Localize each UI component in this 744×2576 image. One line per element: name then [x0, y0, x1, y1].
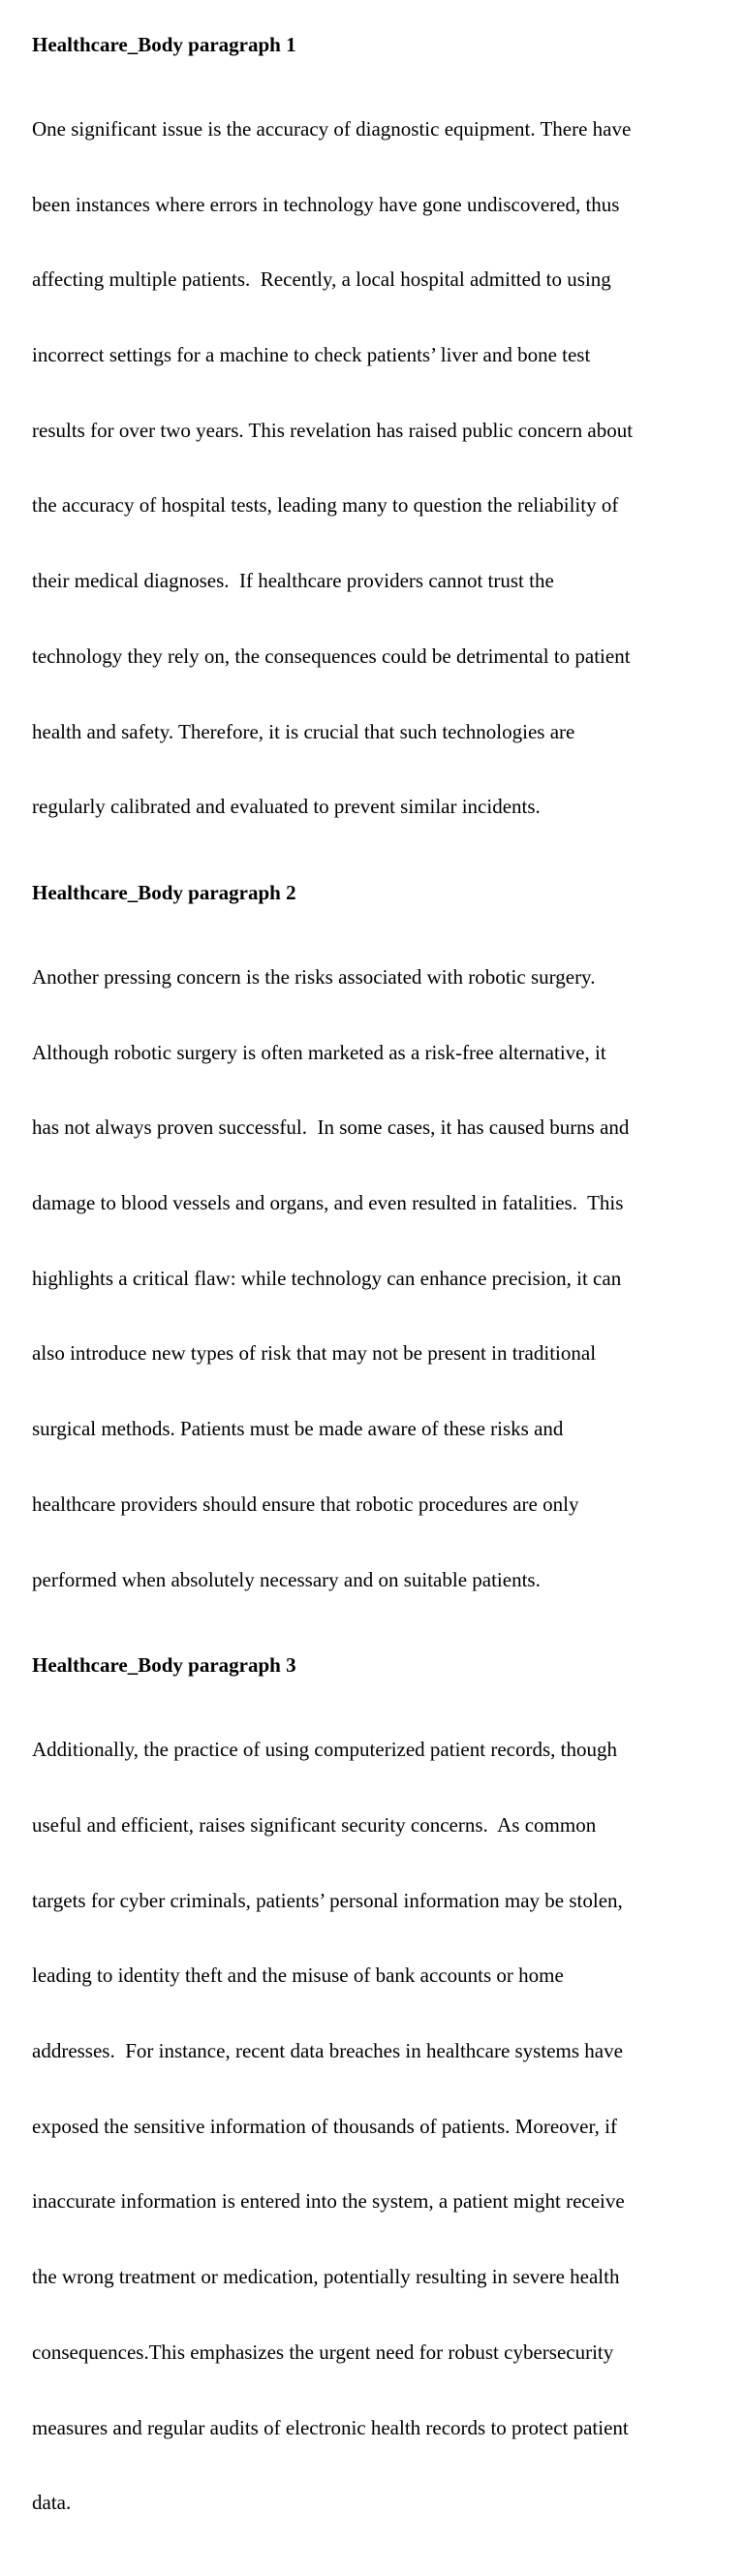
- text-line: Although robotic surgery is often marketed as a risk-free alternative, it: [32, 1040, 606, 1064]
- text-line: data.: [32, 2491, 72, 2515]
- body-paragraph-section-3: [32, 1652, 715, 2566]
- document-page: [32, 32, 715, 2576]
- text-line: Additionally, the practice of using computerized patient records, though: [32, 1738, 617, 1762]
- text-line: also introduce new types of risk that may not be present in traditional: [32, 1341, 597, 1366]
- text-line: the accuracy of hospital tests, leading many to question the reliability of: [32, 493, 619, 518]
- text-line: highlights a critical flaw: while technology can enhance precision, it can: [32, 1266, 622, 1290]
- section-heading: Healthcare_Body paragraph 2: [32, 881, 296, 904]
- text-line: has not always proven successful. In some cases, it has caused burns and: [32, 1115, 630, 1140]
- text-line: useful and efficient, raises significant security concerns. As common: [32, 1812, 597, 1837]
- section-body-text: [32, 1687, 715, 2566]
- text-line: affecting multiple patients. Recently, a local hospital admitted to using: [32, 267, 611, 292]
- text-line: leading to identity theft and the misuse of bank accounts or home: [32, 1963, 564, 1988]
- text-line: performed when absolutely necessary and on suitable patients.: [32, 1567, 541, 1591]
- text-line: their medical diagnoses. If healthcare providers cannot trust the: [32, 569, 554, 593]
- body-paragraph-section-2: [32, 880, 715, 1643]
- text-line: One significant issue is the accuracy of diagnostic equipment. There have: [32, 116, 632, 141]
- text-line: incorrect settings for a machine to check patients’ liver and bone test: [32, 342, 591, 366]
- text-line: exposed the sensitive information of thousands of patients. Moreover, if: [32, 2114, 617, 2138]
- section-body-text: [32, 915, 715, 1643]
- section-heading: Healthcare_Body paragraph 3: [32, 1653, 296, 1678]
- text-line: damage to blood vessels and organs, and even resulted in fatalities. This: [32, 1190, 624, 1214]
- body-paragraph-section-1: [32, 32, 715, 870]
- text-line: targets for cyber criminals, patients’ personal information may be stolen,: [32, 1888, 623, 1912]
- text-line: Another pressing concern is the risks associated with robotic surgery.: [32, 964, 596, 989]
- text-line: been instances where errors in technology have gone undiscovered, thus: [32, 192, 620, 216]
- text-line: healthcare providers should ensure that robotic procedures are only: [32, 1492, 579, 1516]
- text-line: addresses. For instance, recent data breaches in healthcare systems have: [32, 2038, 623, 2062]
- section-body-text: [32, 67, 715, 870]
- text-line: consequences.This emphasizes the urgent need for robust cybersecurity: [32, 2340, 614, 2364]
- text-line: technology they rely on, the consequences could be detrimental to patient: [32, 644, 631, 668]
- text-line: measures and regular audits of electronic health records to protect patient: [32, 2415, 629, 2439]
- text-line: regularly calibrated and evaluated to prevent similar incidents.: [32, 795, 541, 819]
- text-line: inaccurate information is entered into the system, a patient might receive: [32, 2189, 625, 2214]
- text-line: health and safety. Therefore, it is crucial that such technologies are: [32, 719, 575, 743]
- section-heading: Healthcare_Body paragraph 1: [32, 33, 296, 56]
- text-line: the wrong treatment or medication, potentially resulting in severe health: [32, 2265, 620, 2289]
- text-line: surgical methods. Patients must be made aware of these risks and: [32, 1417, 564, 1441]
- text-line: results for over two years. This revelation has raised public concern about: [32, 418, 634, 442]
